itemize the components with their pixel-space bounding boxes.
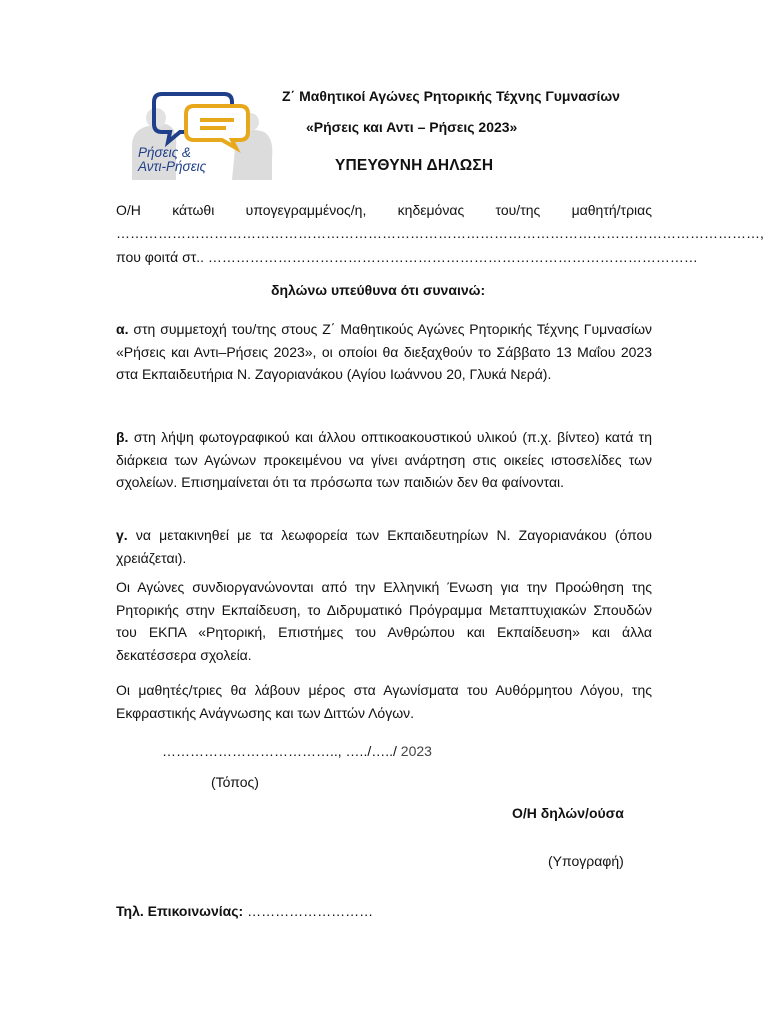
competition-logo [128, 88, 274, 180]
item-marker: γ. [116, 527, 128, 543]
consent-item-c [116, 524, 652, 569]
signature-label: (Υπογραφή) [548, 853, 624, 869]
document-title: ΥΠΕΥΘΥΝΗ ΔΗΛΩΣΗ [335, 157, 494, 174]
contact-line [116, 903, 373, 919]
contact-label: Τηλ. Επικοινωνίας: [116, 903, 244, 919]
events-paragraph: Οι μαθητές/τριες θα λάβουν μέρος στα Αγωνίσματα του Αυθόρμητου Λόγου, της Εκφραστικής Ανάγνωσης και των Διττών Λόγων. [116, 682, 652, 721]
competition-edition: «Ρήσεις και Αντι – Ρήσεις 2023» [306, 119, 518, 135]
competition-title: Ζ΄ Μαθητικοί Αγώνες Ρητορικής Τέχνης Γυμνασίων [282, 88, 620, 104]
item-text: να μετακινηθεί με τα λεωφορεία των Εκπαιδευτηρίων Ν. Ζαγοριανάκου (όπου χρειάζεται). [116, 527, 652, 566]
item-marker: β. [116, 429, 129, 445]
contact-value: ……………………… [243, 903, 374, 919]
declarant-line-3: που φοιτά στ.. …………………………………………………………………………………………… [116, 249, 698, 265]
year: 2023 [396, 743, 432, 759]
place-label: (Τόπος) [211, 774, 259, 790]
item-text: στη συμμετοχή του/της στους Ζ΄ Μαθητικούς Αγώνες Ρητορικής Τέχνης Γυμνασίων «Ρήσεις και Αντι–Ρήσεις 2023», οι οποίοι θα διεξαχθούν το Σάββατο 13 Μαΐου 2023 στα Εκπαιδευτήρια Ν. Ζαγοριανάκου (Αγίου Ιωάννου 20, Γλυκά Νερά). [116, 321, 652, 383]
declarant-label: Ο/Η δηλών/ούσα [512, 805, 624, 821]
logo-line-1: Ρήσεις & [138, 145, 191, 160]
place-date-line [162, 743, 432, 759]
consent-item-a [116, 318, 652, 386]
declarant-line-2: …………………………………………………………………………………………………………………………, [116, 225, 764, 241]
consent-item-b [116, 426, 652, 494]
declarant-line-1: Ο/Η κάτωθι υπογεγραμμένος/η, κηδεμόνας του/της μαθητή/τριας [116, 202, 652, 218]
declare-heading: δηλώνω υπεύθυνα ότι συναινώ: [271, 282, 486, 298]
item-marker: α. [116, 321, 129, 337]
organizers-paragraph: Οι Αγώνες συνδιοργανώνονται από την Ελληνική Ένωση για την Προώθηση της Ρητορικής στην Εκπαίδευση, το Διδρυματικό Πρόγραμμα Μεταπτυχιακών Σπουδών του ΕΚΠΑ «Ρητορική, Επιστήμες του Ανθρώπου και Εκπαίδευση» και άλλα δεκατέσσερα σχολεία. [116, 579, 652, 663]
logo-line-2: Αντι-Ρήσεις [138, 159, 207, 174]
place-date-blanks: ……………………………….., …../…../ [162, 743, 397, 759]
item-text: στη λήψη φωτογραφικού και άλλου οπτικοακουστικού υλικού (π.χ. βίντεο) κατά τη διάρκεια των Αγώνων προκειμένου να γίνει ανάρτηση στις οικείες ιστοσελίδες των σχολείων. Επισημαίνεται ότι τα πρόσωπα των παιδιών δεν θα φαίνονται. [116, 429, 652, 491]
